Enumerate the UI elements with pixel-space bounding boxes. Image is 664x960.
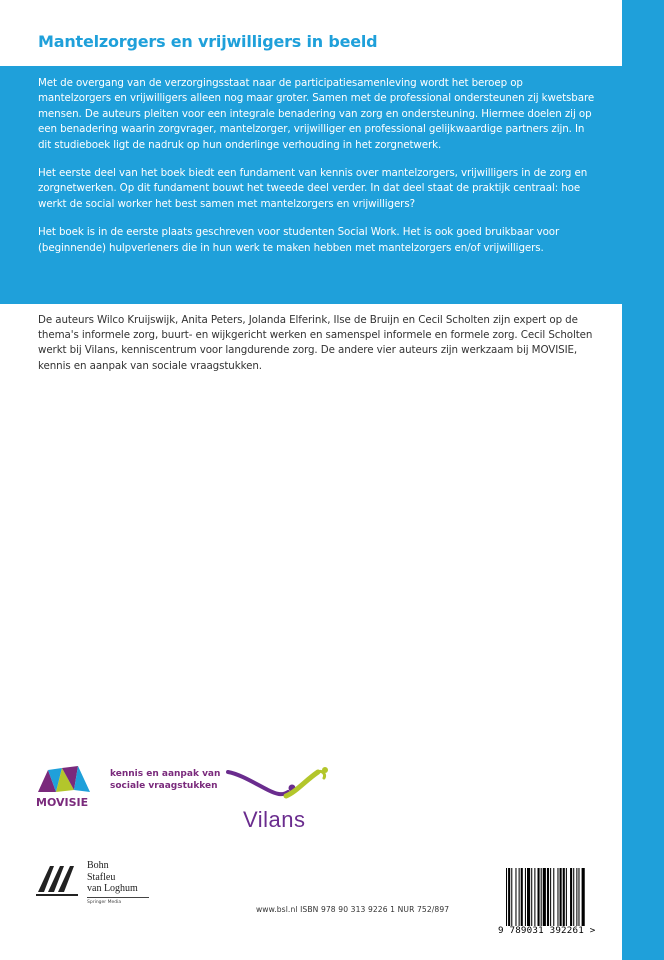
bsl-divider bbox=[87, 897, 149, 898]
movisie-tagline-line2: sociale vraagstukken bbox=[110, 780, 218, 791]
blurb-paragraph-1: Met de overgang van de verzorgingsstaat naar de participatiesamenleving wordt het beroep op mantelzorgers en vrijwilligers alleen nog maar groter. Samen met de professional ondersteunen zij kwetsbare mensen. De auteurs pleiten voor een integrale benadering van zorg en ondersteuning. Hiermee doelen zij op een benadering waarin zorgvrager, mantelzorger, vrijwilliger en professional gelijkwaardige partners zijn. In dit studieboek ligt de nadruk op hun onderlinge verhouding in het zorgnetwerk. bbox=[38, 77, 595, 151]
blurb-paragraph-3: Het boek is in de eerste plaats geschreven voor studenten Social Work. Het is ook goed bruikbaar voor (beginnende) hulpverleners die in hun werk te maken hebben met mantelzorgers en/of vrijwilligers. bbox=[38, 226, 560, 254]
movisie-logo bbox=[34, 764, 104, 810]
bsl-subline: Springer Media bbox=[87, 900, 122, 905]
imprint-line: www.bsl.nl ISBN 978 90 313 9226 1 NUR 752/897 bbox=[256, 905, 450, 914]
barcode-digits: 9 789031 392261 > bbox=[498, 925, 596, 936]
movisie-tagline bbox=[110, 769, 220, 792]
barcode-bars bbox=[504, 868, 612, 926]
book-title: Mantelzorgers en vrijwilligers in beeld bbox=[38, 32, 378, 51]
bsl-name-line1: Bohn bbox=[87, 860, 109, 871]
vilans-logo-text: Vilans bbox=[243, 807, 306, 832]
cover-right-strip bbox=[622, 0, 664, 960]
bsl-name-line2: Stafleu bbox=[87, 871, 116, 883]
blurb-panel bbox=[0, 66, 622, 304]
bsl-publisher-name bbox=[87, 860, 138, 895]
svg-text:MOVISIE: MOVISIE bbox=[36, 796, 89, 809]
isbn-barcode bbox=[496, 860, 620, 940]
bsl-publisher-icon bbox=[34, 858, 80, 898]
movisie-tagline-line1: kennis en aanpak van bbox=[110, 769, 221, 779]
authors-paragraph: De auteurs Wilco Kruijswijk, Anita Peters, Jolanda Elferink, Ilse de Bruijn en Cecil Scholten zijn expert op de thema's informele zorg, buurt- en wijkgericht werken en samenspel informele en formele zorg. Cecil Scholten werkt bij Vilans, kenniscentrum voor langdurende zorg. De andere vier auteurs zijn werkzaam bij MOVISIE, kennis en aanpak van sociale vraagstukken. bbox=[38, 314, 593, 372]
blurb-paragraph-2: Het eerste deel van het boek biedt een fundament van kennis over mantelzorgers, vrijwilligers in de zorg en zorgnetwerken. Op dit fundament bouwt het tweede deel verder. In dat deel staat de praktijk centraal: hoe werkt de social worker het best samen met mantelzorgers en vrijwilligers? bbox=[38, 167, 588, 210]
bsl-name-line3: van Loghum bbox=[87, 883, 138, 894]
